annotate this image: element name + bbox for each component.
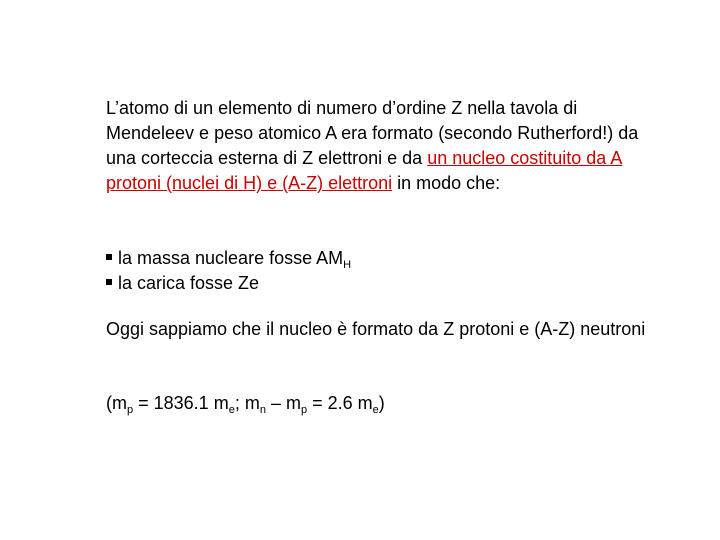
square-bullet-icon bbox=[106, 254, 112, 260]
bullet-mass-subscript: H bbox=[343, 259, 352, 271]
bullet-item-mass bbox=[106, 246, 666, 271]
formula-sub-p2: p bbox=[300, 404, 308, 416]
bullet-list bbox=[106, 246, 666, 296]
nucleus-highlight: un nucleo costituito da A protoni (nuclei di H) e (A-Z) elettroni bbox=[106, 148, 623, 193]
formula-mid4: = 2.6 m bbox=[307, 393, 373, 413]
square-bullet-icon bbox=[106, 279, 112, 285]
bullet-mass-text: la massa nucleare fosse AM bbox=[118, 248, 344, 268]
formula-mid1: = 1836.1 m bbox=[133, 393, 229, 413]
bullet-item-charge bbox=[106, 271, 666, 296]
intro-ending: in modo che: bbox=[392, 173, 501, 193]
formula-sub-n: n bbox=[259, 404, 266, 416]
bullet-charge-text: la carica fosse Ze bbox=[118, 273, 260, 293]
formula-close: ) bbox=[378, 393, 385, 413]
modern-knowledge-paragraph: Oggi sappiamo che il nucleo è formato da Z protoni e (A-Z) neutroni bbox=[106, 319, 646, 339]
intro-paragraph bbox=[106, 96, 666, 196]
formula-sub-e2: e bbox=[372, 404, 379, 416]
intro-text: L’atomo di un elemento di numero d’ordine Z nella tavola di Mendeleev e peso atomico A era formato (secondo Rutherford!) da una corteccia esterna di Z elettroni e da bbox=[106, 98, 639, 168]
formula-sub-p: p bbox=[127, 404, 134, 416]
formula-open: (m bbox=[106, 393, 127, 413]
formula-mid2: ; m bbox=[234, 393, 260, 413]
formula-sub-e: e bbox=[228, 404, 235, 416]
mass-formula bbox=[106, 391, 666, 416]
formula-mid3: – m bbox=[265, 393, 301, 413]
